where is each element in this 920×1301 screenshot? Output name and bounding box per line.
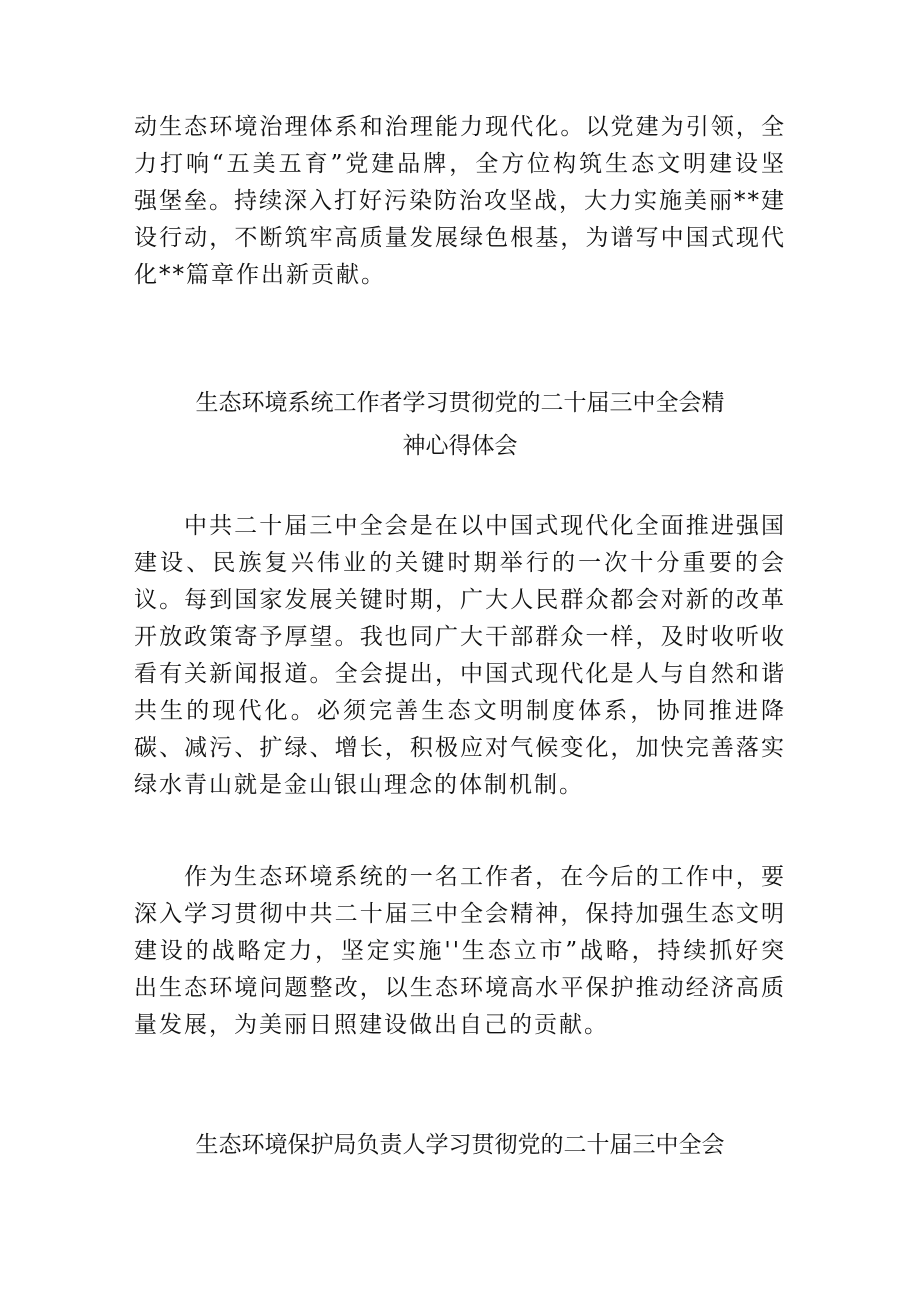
paragraph-body-1: 中共二十届三中全会是在以中国式现代化全面推进强国建设、民族复兴伟业的关键时期举行的一次十分重要的会议。每到国家发展关键时期，广大人民群众都会对新的改革开放政策寄予厚望。我也同广大干部群众一样，及时收听收看有关新闻报道。全会提出，中国式现代化是人与自然和谐共生的现代化。必须完善生态文明制度体系，协同推进降碳、减污、扩绿、增长，积极应对气候变化，加快完善落实绿水青山就是金山银山理念的体制机制。: [134, 513, 786, 798]
section-title-1: [120, 382, 800, 468]
section-title-1-line-1: 生态环境系统工作者学习贯彻党的二十届三中全会精: [195, 390, 725, 416]
section-title-1-line-2: 神心得体会: [402, 433, 518, 459]
section-title-2: 生态环境保护局负责人学习贯彻党的二十届三中全会: [195, 1132, 725, 1158]
paragraph-body-2: 作为生态环境系统的一名工作者，在今后的工作中，要深入学习贯彻中共二十届三中全会精神，保持加强生态文明建设的战略定力，坚定实施''生态立市”战略，持续抓好突出生态环境问题整改，以生态环境高水平保护推动经济高质量发展，为美丽日照建设做出自己的贡献。: [134, 864, 786, 1038]
paragraph-continued: 动生态环境治理体系和治理能力现代化。以党建为引领，全力打响“五美五育”党建品牌，全方位构筑生态文明建设坚强堡垒。持续深入打好污染防治攻坚战，大力实施美丽**建设行动，不断筑牢高质量发展绿色根基，为谱写中国式现代化**篇章作出新贡献。: [134, 114, 786, 288]
